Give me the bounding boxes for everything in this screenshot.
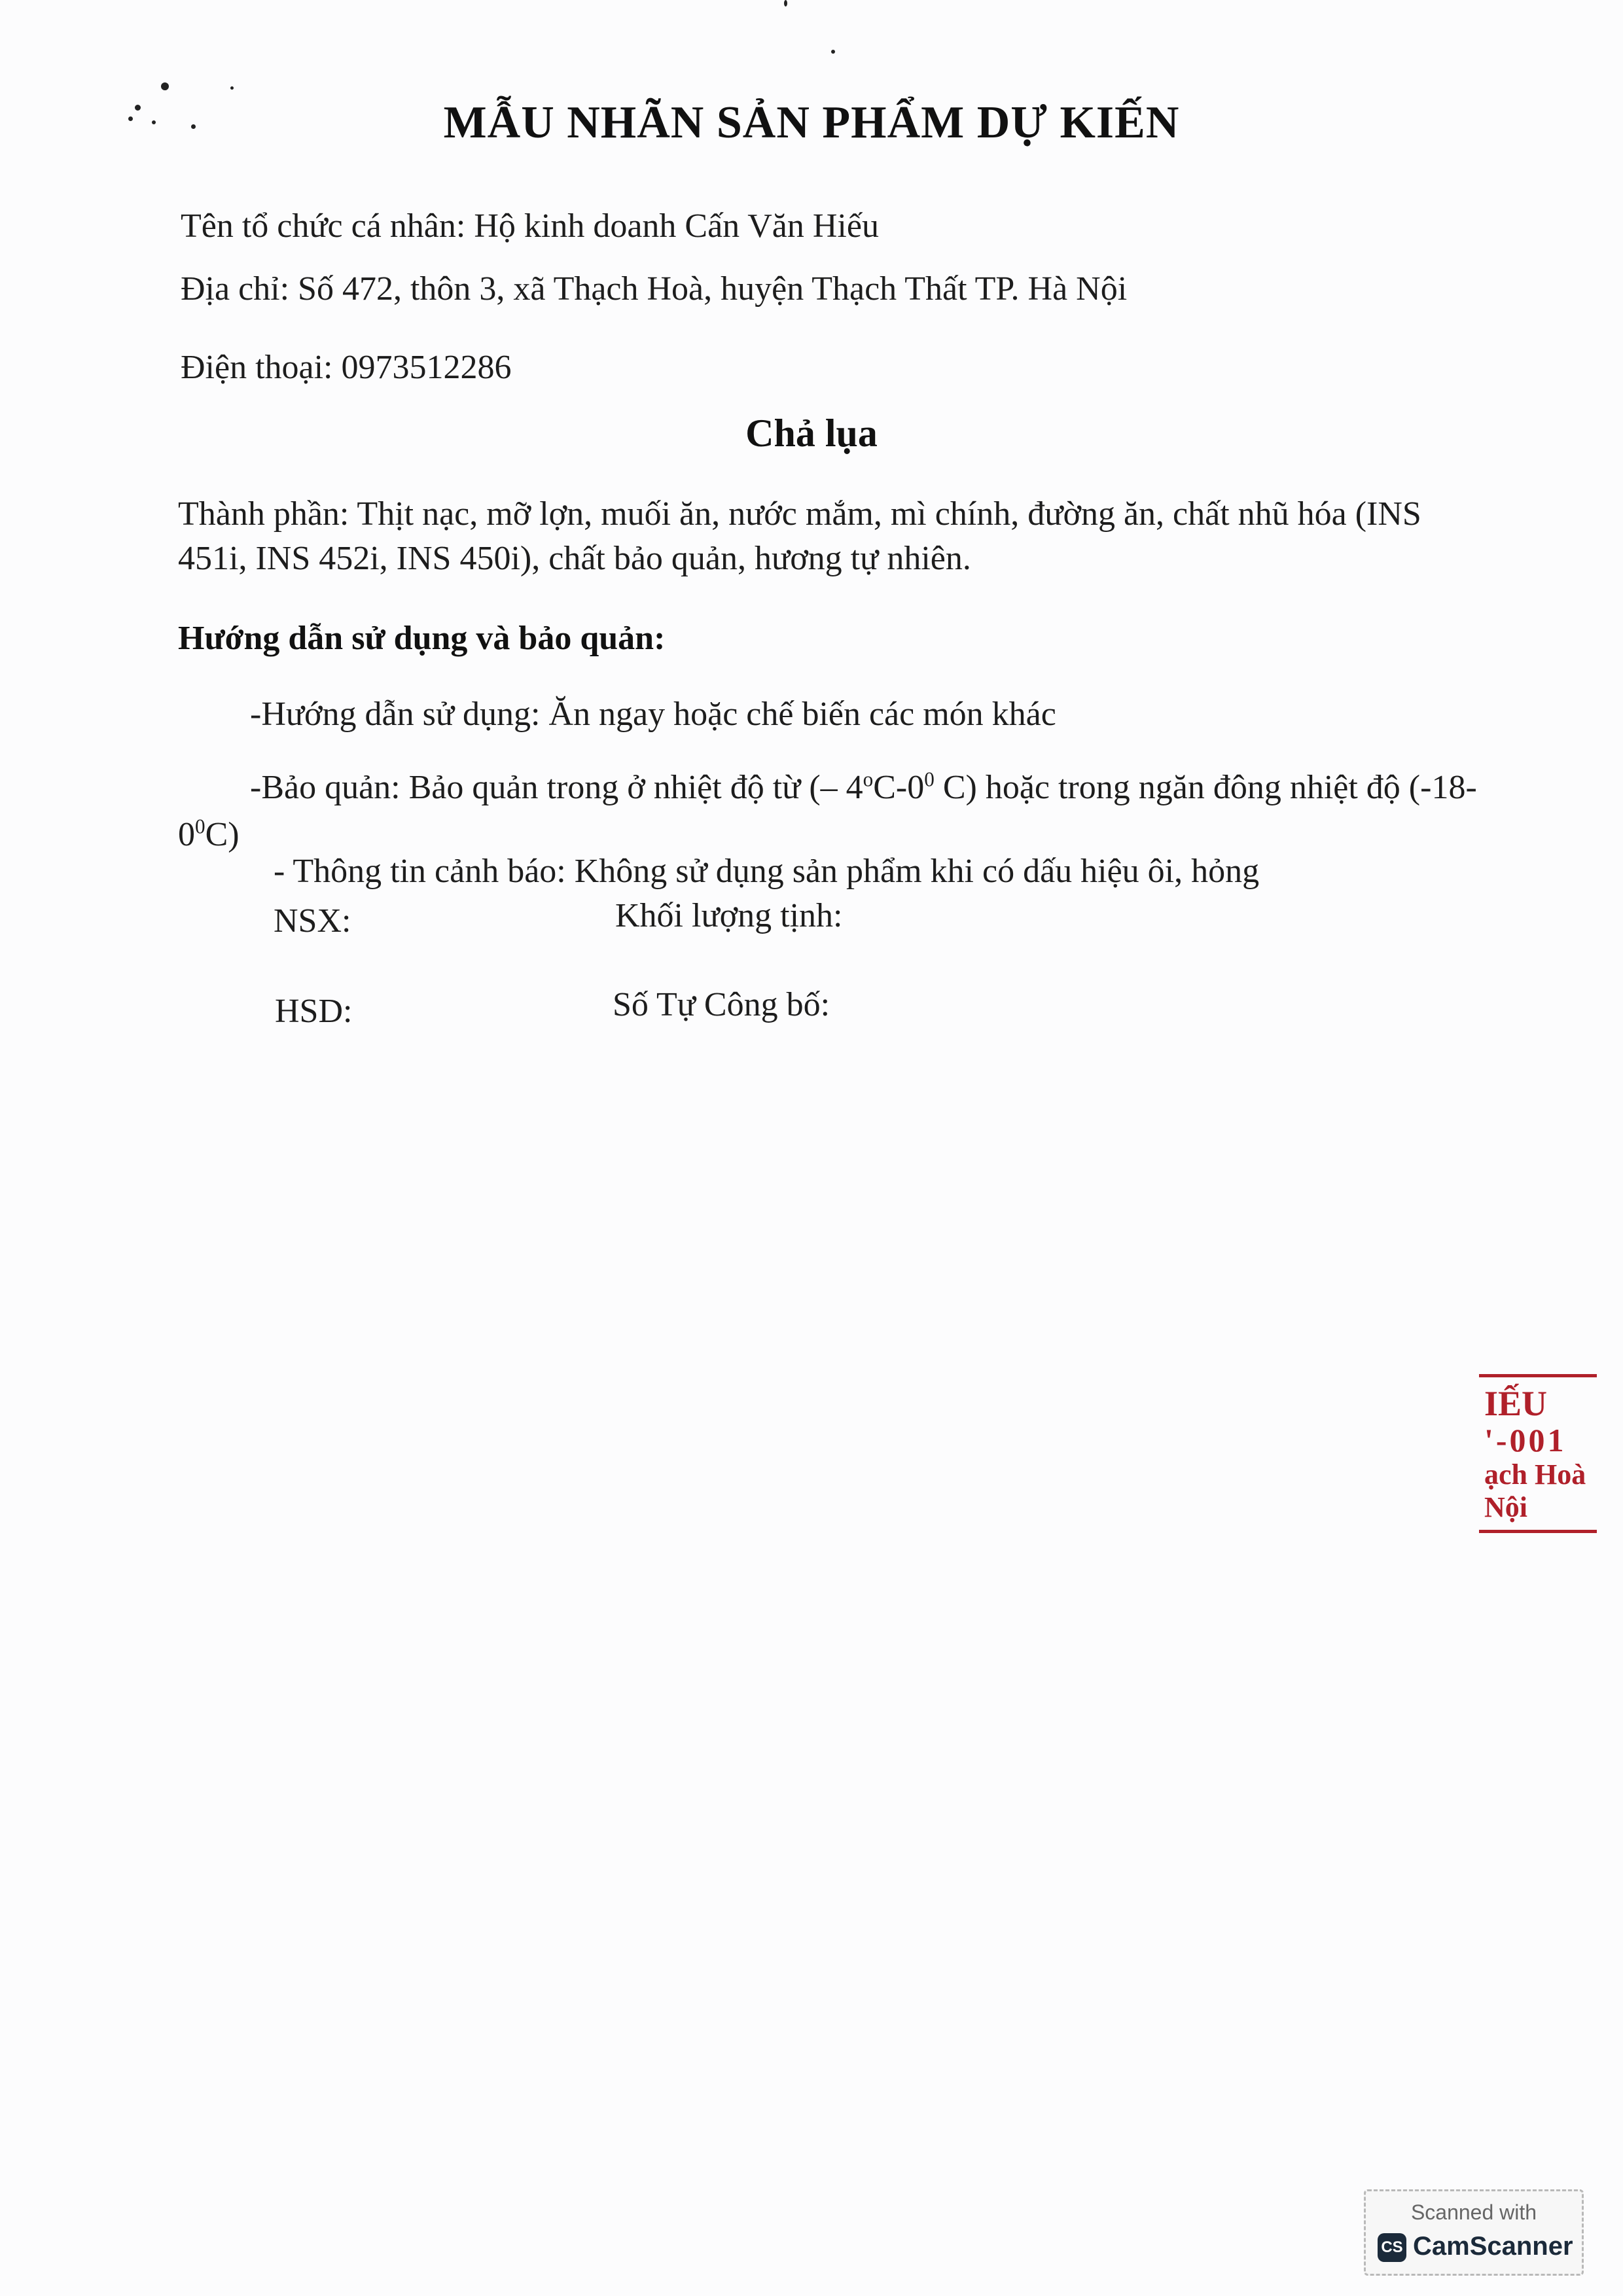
camscanner-logo-icon: CS: [1378, 2233, 1406, 2262]
camscanner-brand: CamScanner: [1413, 2232, 1573, 2261]
mfg-date-label: NSX:: [274, 902, 351, 940]
storage-paragraph: [178, 764, 1487, 858]
expiry-date-label: HSD:: [275, 993, 353, 1030]
warning-line: - Thông tin cảnh báo: Không sử dụng sản phẩm khi có dấu hiệu ôi, hỏng: [274, 853, 1260, 890]
storage-text: C) hoặc trong ngăn đông nhiệt độ (-18-0: [178, 769, 1477, 853]
phone-line: Điện thoại: 0973512286: [181, 349, 512, 386]
stamp-text: ạch Hoà: [1484, 1458, 1586, 1491]
scan-speck: [161, 82, 169, 90]
net-weight-label: Khối lượng tịnh:: [615, 897, 843, 934]
storage-superscript: 0: [195, 815, 205, 838]
storage-text: -Bảo quản: Bảo quản trong ở nhiệt độ từ (– 4: [250, 769, 863, 806]
organization-line: Tên tổ chức cá nhân: Hộ kinh doanh Cấn Văn Hiếu: [181, 207, 879, 245]
address-line: Địa chỉ: Số 472, thôn 3, xã Thạch Hoà, huyện Thạch Thất TP. Hà Nội: [181, 270, 1128, 308]
stamp-text: IẾU: [1484, 1384, 1548, 1423]
scan-speck: [784, 0, 787, 7]
storage-superscript: o: [863, 768, 874, 791]
camscanner-watermark: [1364, 2189, 1584, 2276]
scanned-with-text: Scanned with: [1410, 2200, 1537, 2224]
stamp-text: Nội: [1484, 1491, 1527, 1523]
stamp-bottom-rule: [1479, 1530, 1597, 1533]
scan-speck: [831, 50, 835, 54]
storage-superscript: 0: [924, 768, 935, 791]
storage-text: C-0: [873, 769, 925, 806]
stamp-text: '-001: [1484, 1422, 1567, 1458]
scan-speck: [230, 86, 234, 90]
instructions-heading: Hướng dẫn sử dụng và bảo quản:: [178, 620, 666, 657]
company-stamp: [1479, 1368, 1597, 1538]
ingredients-text: Thành phần: Thịt nạc, mỡ lợn, muối ăn, nước mắm, mì chính, đường ăn, chất nhũ hóa (INS 451i, INS 452i, INS 450i), chất bảo quản, hương tự nhiên.: [178, 495, 1421, 577]
declaration-number-label: Số Tự Công bố:: [613, 986, 830, 1023]
stamp-top-rule: [1479, 1374, 1597, 1377]
product-name: Chả lụa: [745, 412, 878, 455]
document-title: MẪU NHÃN SẢN PHẨM DỰ KIẾN: [443, 97, 1180, 148]
usage-line: -Hướng dẫn sử dụng: Ăn ngay hoặc chế biến các món khác: [250, 696, 1056, 733]
storage-text: C): [205, 816, 240, 853]
